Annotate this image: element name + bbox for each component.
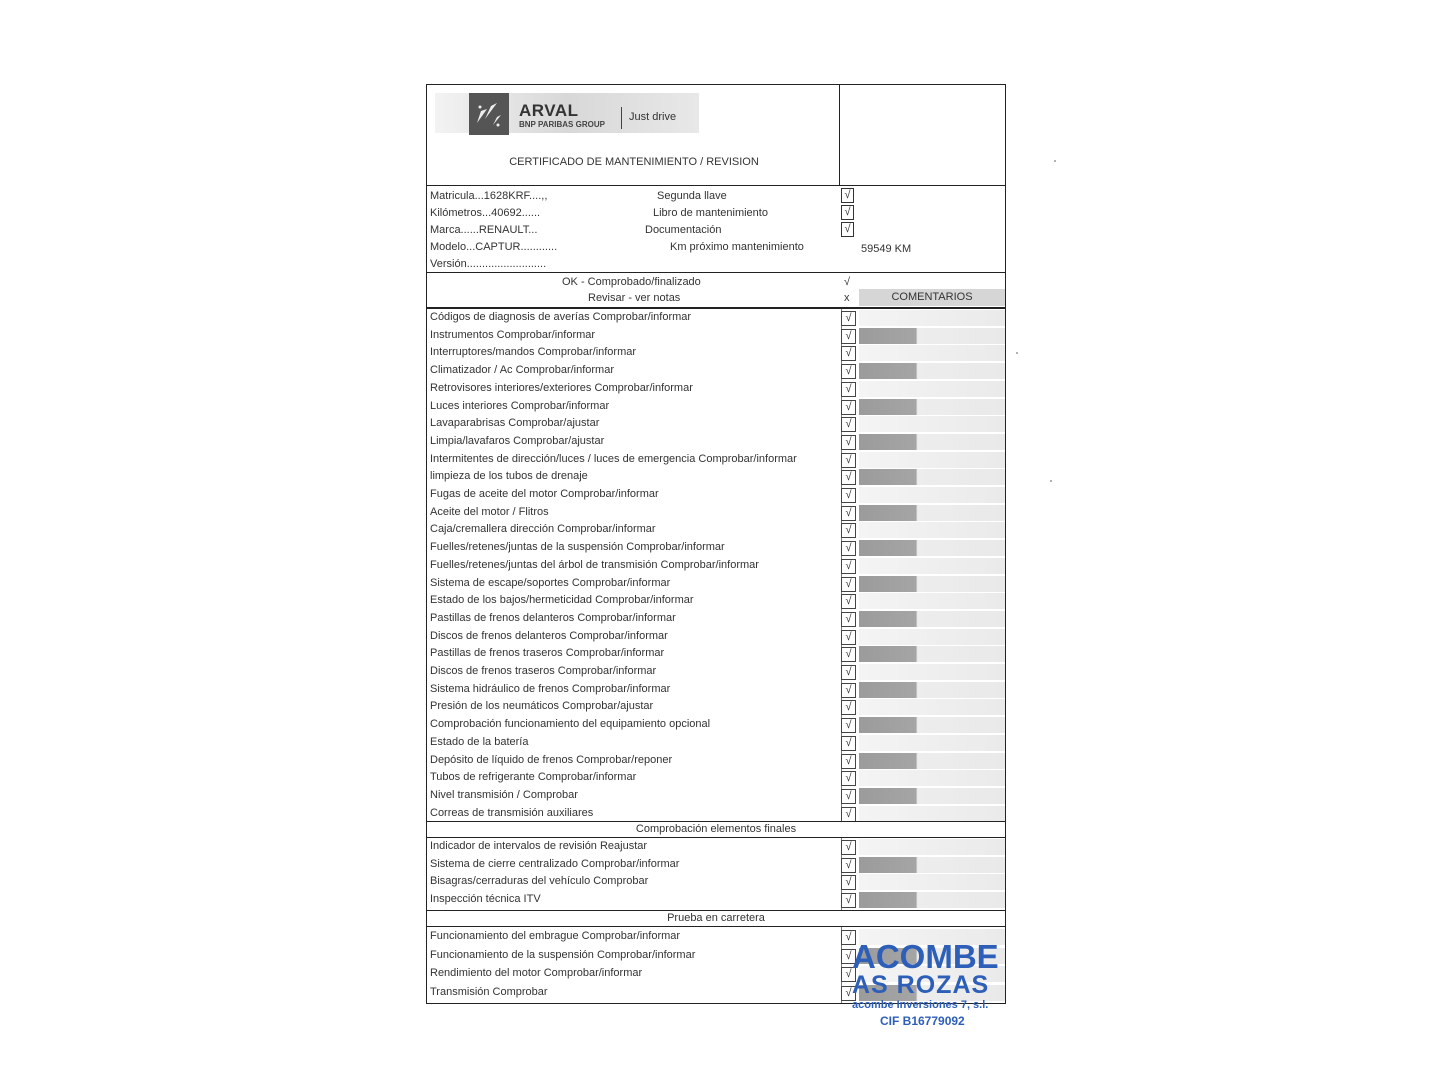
checklist-item-check: √ — [841, 470, 856, 485]
stamp-line-2: AS ROZAS — [852, 971, 990, 999]
checklist-item-check: √ — [841, 488, 856, 503]
checklist-item-check: √ — [841, 364, 856, 379]
legend — [426, 272, 1006, 308]
comentarios-header: COMENTARIOS — [859, 289, 1005, 306]
kilometros: Kilómetros...40692...... — [430, 207, 541, 219]
checklist-item-label: Códigos de diagnosis de averías Comprobar/informar — [430, 311, 692, 323]
comment-cell — [859, 593, 1005, 609]
checklist-item-label: Discos de frenos traseros Comprobar/informar — [430, 665, 657, 677]
checklist-section — [426, 308, 1006, 822]
checklist-item-check: √ — [841, 594, 856, 609]
legend-ok: OK - Comprobado/finalizado — [562, 276, 701, 288]
checklist-row — [427, 363, 1007, 380]
checklist-item-label: Comprobación funcionamiento del equipamiento opcional — [430, 718, 711, 731]
checklist-item-label: Pastillas de frenos delanteros Comprobar/informar — [430, 611, 676, 624]
checklist-row — [427, 611, 1007, 628]
comment-cell — [859, 505, 1005, 521]
comment-cell — [859, 328, 1005, 344]
checklist-row — [427, 487, 1007, 504]
comment-cell — [859, 646, 1005, 662]
checklist-item-check: √ — [841, 559, 856, 574]
comment-cell — [859, 788, 1005, 804]
comment-cell — [859, 806, 1005, 822]
checklist-item-label: Pastillas de frenos traseros Comprobar/informar — [430, 647, 665, 660]
checklist-item-check: √ — [841, 700, 856, 715]
checklist-item-label: limpieza de los tubos de drenaje — [430, 470, 588, 483]
checklist-item-label: Indicador de intervalos de revisión Reajustar — [430, 840, 648, 852]
checklist-item-label: Lavaparabrisas Comprobar/ajustar — [430, 417, 600, 430]
checklist-row — [427, 593, 1007, 610]
checklist-row — [427, 345, 1007, 362]
logo-group-text: BNP PARIBAS GROUP — [519, 120, 605, 129]
checklist-item-check: √ — [841, 875, 856, 890]
checklist-row — [427, 416, 1007, 433]
legend-revisar: Revisar - ver notas — [588, 292, 681, 304]
checklist-row — [427, 788, 1007, 805]
checklist-item-label: Intermitentes de dirección/luces / luces de emergencia Comprobar/informar — [430, 452, 797, 465]
comment-cell — [859, 735, 1005, 751]
comment-cell — [859, 345, 1005, 361]
checklist-item-label: Nivel transmisión / Comprobar — [430, 788, 578, 801]
checklist-row — [427, 540, 1007, 557]
checklist-item-label: Correas de transmisión auxiliares — [430, 806, 594, 819]
comment-cell — [859, 839, 1005, 855]
checklist-row — [427, 452, 1007, 469]
checklist-row — [427, 857, 1007, 874]
checklist-item-label: Transmisión Comprobar — [430, 985, 548, 998]
checklist-item-label: Limpia/lavafaros Comprobar/ajustar — [430, 434, 605, 447]
checklist-item-label: Fuelles/retenes/juntas de la suspensión Comprobar/informar — [430, 541, 725, 554]
checklist-row — [427, 770, 1007, 787]
logo-separator — [621, 107, 622, 129]
checklist-item-label: Depósito de líquido de frenos Comprobar/reponer — [430, 753, 673, 766]
checklist-item-label: Retrovisores interiores/exteriores Comprobar/informar — [430, 381, 693, 394]
checklist-item-label: Fuelles/retenes/juntas del árbol de transmisión Comprobar/informar — [430, 558, 759, 571]
comment-cell — [859, 629, 1005, 645]
logo-arval-text: ARVAL — [519, 101, 579, 120]
checklist-item-check: √ — [841, 807, 856, 822]
checklist-row — [427, 629, 1007, 646]
arval-logo — [435, 93, 699, 133]
checklist-item-check: √ — [841, 400, 856, 415]
checklist-item-check: √ — [841, 541, 856, 556]
stamp-line-4: CIF B16779092 — [880, 1014, 965, 1028]
comment-cell — [859, 770, 1005, 786]
checklist-row — [427, 381, 1007, 398]
comment-cell — [859, 611, 1005, 627]
checklist-item-label: Sistema de escape/soportes Comprobar/informar — [430, 576, 671, 589]
comment-cell — [859, 699, 1005, 715]
checklist-item-check: √ — [841, 329, 856, 344]
checklist-item-check: √ — [841, 986, 856, 1001]
comment-cell — [859, 753, 1005, 769]
checklist-item-label: Inspección técnica ITV — [430, 893, 541, 906]
comment-cell — [859, 558, 1005, 574]
checklist-row — [427, 682, 1007, 699]
legend-revisar-symbol: x — [844, 292, 850, 304]
checklist-item-check: √ — [841, 647, 856, 662]
comment-cell — [859, 416, 1005, 432]
checklist-row — [427, 576, 1007, 593]
comment-cell — [859, 682, 1005, 698]
comment-cell — [859, 399, 1005, 415]
checklist-item-label: Instrumentos Comprobar/informar — [430, 328, 596, 341]
checklist-item-label: Caja/cremallera dirección Comprobar/informar — [430, 523, 656, 536]
checklist-item-check: √ — [841, 893, 856, 908]
checklist-row — [427, 646, 1007, 663]
legend-ok-symbol: √ — [844, 276, 851, 288]
checklist-row — [427, 892, 1007, 909]
checklist-item-check: √ — [841, 417, 856, 432]
checklist-item-check: √ — [841, 736, 856, 751]
comment-cell — [859, 892, 1005, 908]
checklist-row — [427, 558, 1007, 575]
libro-label: Libro de mantenimiento — [653, 207, 768, 219]
maintenance-certificate — [426, 84, 1006, 1004]
checklist-item-check: √ — [841, 506, 856, 521]
comment-cell — [859, 452, 1005, 468]
company-stamp — [852, 938, 1022, 1034]
version: Versión.......................... — [430, 258, 547, 270]
header-right-box — [839, 84, 1006, 186]
comment-cell — [859, 381, 1005, 397]
road-test-title: Prueba en carretera — [426, 910, 1006, 927]
matricula: Matricula...1628KRF....,, — [430, 190, 548, 202]
checklist-item-check: √ — [841, 683, 856, 698]
modelo: Modelo...CAPTUR............ — [430, 241, 558, 253]
checklist-item-label: Fugas de aceite del motor Comprobar/informar — [430, 488, 659, 500]
checklist-item-label: Discos de frenos delanteros Comprobar/informar — [430, 629, 668, 642]
comment-cell — [859, 487, 1005, 503]
km-proximo-label: Km próximo mantenimiento — [670, 241, 804, 253]
checklist-item-check: √ — [841, 630, 856, 645]
comment-cell — [859, 310, 1005, 326]
checklist-item-check: √ — [841, 577, 856, 592]
checklist-item-check: √ — [841, 523, 856, 538]
checklist-item-label: Bisagras/cerraduras del vehículo Comprobar — [430, 875, 649, 888]
comment-cell — [859, 857, 1005, 873]
stamp-line-1: ACOMBE — [852, 938, 999, 975]
comment-cell — [859, 576, 1005, 592]
checklist-item-label: Aceite del motor / Flitros — [430, 505, 549, 518]
checklist-item-label: Sistema hidráulico de frenos Comprobar/informar — [430, 682, 671, 695]
comment-cell — [859, 522, 1005, 538]
checklist-item-check: √ — [841, 840, 856, 855]
checklist-row — [427, 874, 1007, 891]
comment-cell — [859, 540, 1005, 556]
checklist-row — [427, 328, 1007, 345]
segunda-llave-label: Segunda llave — [657, 190, 727, 202]
checklist-row — [427, 522, 1007, 539]
checklist-row — [427, 310, 1007, 327]
checklist-item-label: Tubos de refrigerante Comprobar/informar — [430, 771, 637, 784]
checklist-item-check: √ — [841, 453, 856, 468]
vehicle-info — [426, 185, 1006, 273]
comment-cell — [859, 363, 1005, 379]
checklist-item-label: Climatizador / Ac Comprobar/informar — [430, 364, 615, 377]
checklist-item-check: √ — [841, 665, 856, 680]
checklist-item-label: Interruptores/mandos Comprobar/informar — [430, 346, 637, 359]
checklist-item-label: Estado de la batería — [430, 735, 529, 748]
documentacion-label: Documentación — [645, 224, 722, 236]
checklist-item-check: √ — [841, 789, 856, 804]
checklist-item-label: Luces interiores Comprobar/informar — [430, 399, 610, 412]
checklist-row — [427, 399, 1007, 416]
comment-cell — [859, 874, 1005, 890]
checklist-item-check: √ — [841, 771, 856, 786]
checklist-item-check: √ — [841, 949, 856, 964]
checklist-item-check: √ — [841, 718, 856, 733]
checklist-item-label: Presión de los neumáticos Comprobar/ajustar — [430, 700, 654, 713]
libro-check: √ — [841, 205, 854, 220]
segunda-llave-check: √ — [841, 188, 854, 203]
checklist-row — [427, 469, 1007, 486]
checklist-item-label: Estado de los bajos/hermeticidad Comprobar/informar — [430, 594, 694, 607]
checklist-item-check: √ — [841, 967, 856, 982]
checklist-row — [427, 664, 1007, 681]
final-section-title: Comprobación elementos finales — [426, 821, 1006, 838]
checklist-row — [427, 434, 1007, 451]
certificate-header — [426, 84, 840, 186]
marca: Marca......RENAULT... — [430, 224, 538, 236]
checklist-item-check: √ — [841, 382, 856, 397]
logo-tagline: Just drive — [629, 111, 677, 123]
certificate-title: CERTIFICADO DE MANTENIMIENTO / REVISION — [509, 156, 759, 168]
documentacion-check: √ — [841, 222, 854, 237]
checklist-item-check: √ — [841, 754, 856, 769]
checklist-item-label: Rendimiento del motor Comprobar/informar — [430, 967, 643, 979]
checklist-row — [427, 753, 1007, 770]
checklist-item-check: √ — [841, 435, 856, 450]
checklist-item-check: √ — [841, 858, 856, 873]
checklist-item-check: √ — [841, 930, 856, 945]
checklist-row — [427, 735, 1007, 752]
bnp-stars-icon — [469, 93, 509, 135]
comment-cell — [859, 469, 1005, 485]
comment-cell — [859, 717, 1005, 733]
checklist-row — [427, 699, 1007, 716]
checklist-item-label: Funcionamiento del embrague Comprobar/informar — [430, 930, 681, 942]
checklist-item-check: √ — [841, 346, 856, 361]
final-section — [426, 837, 1006, 911]
checklist-item-check: √ — [841, 612, 856, 627]
checklist-item-label: Funcionamiento de la suspensión Comprobar/informar — [430, 948, 696, 961]
checklist-item-label: Sistema de cierre centralizado Comprobar/informar — [430, 857, 680, 870]
comment-cell — [859, 664, 1005, 680]
km-proximo-value: 59549 KM — [861, 243, 912, 255]
stamp-line-3: acombe Inversiones 7, s.l. — [852, 999, 989, 1011]
checklist-item-check: √ — [841, 311, 856, 326]
comment-cell — [859, 434, 1005, 450]
checklist-row — [427, 839, 1007, 856]
checklist-row — [427, 505, 1007, 522]
checklist-row — [427, 717, 1007, 734]
